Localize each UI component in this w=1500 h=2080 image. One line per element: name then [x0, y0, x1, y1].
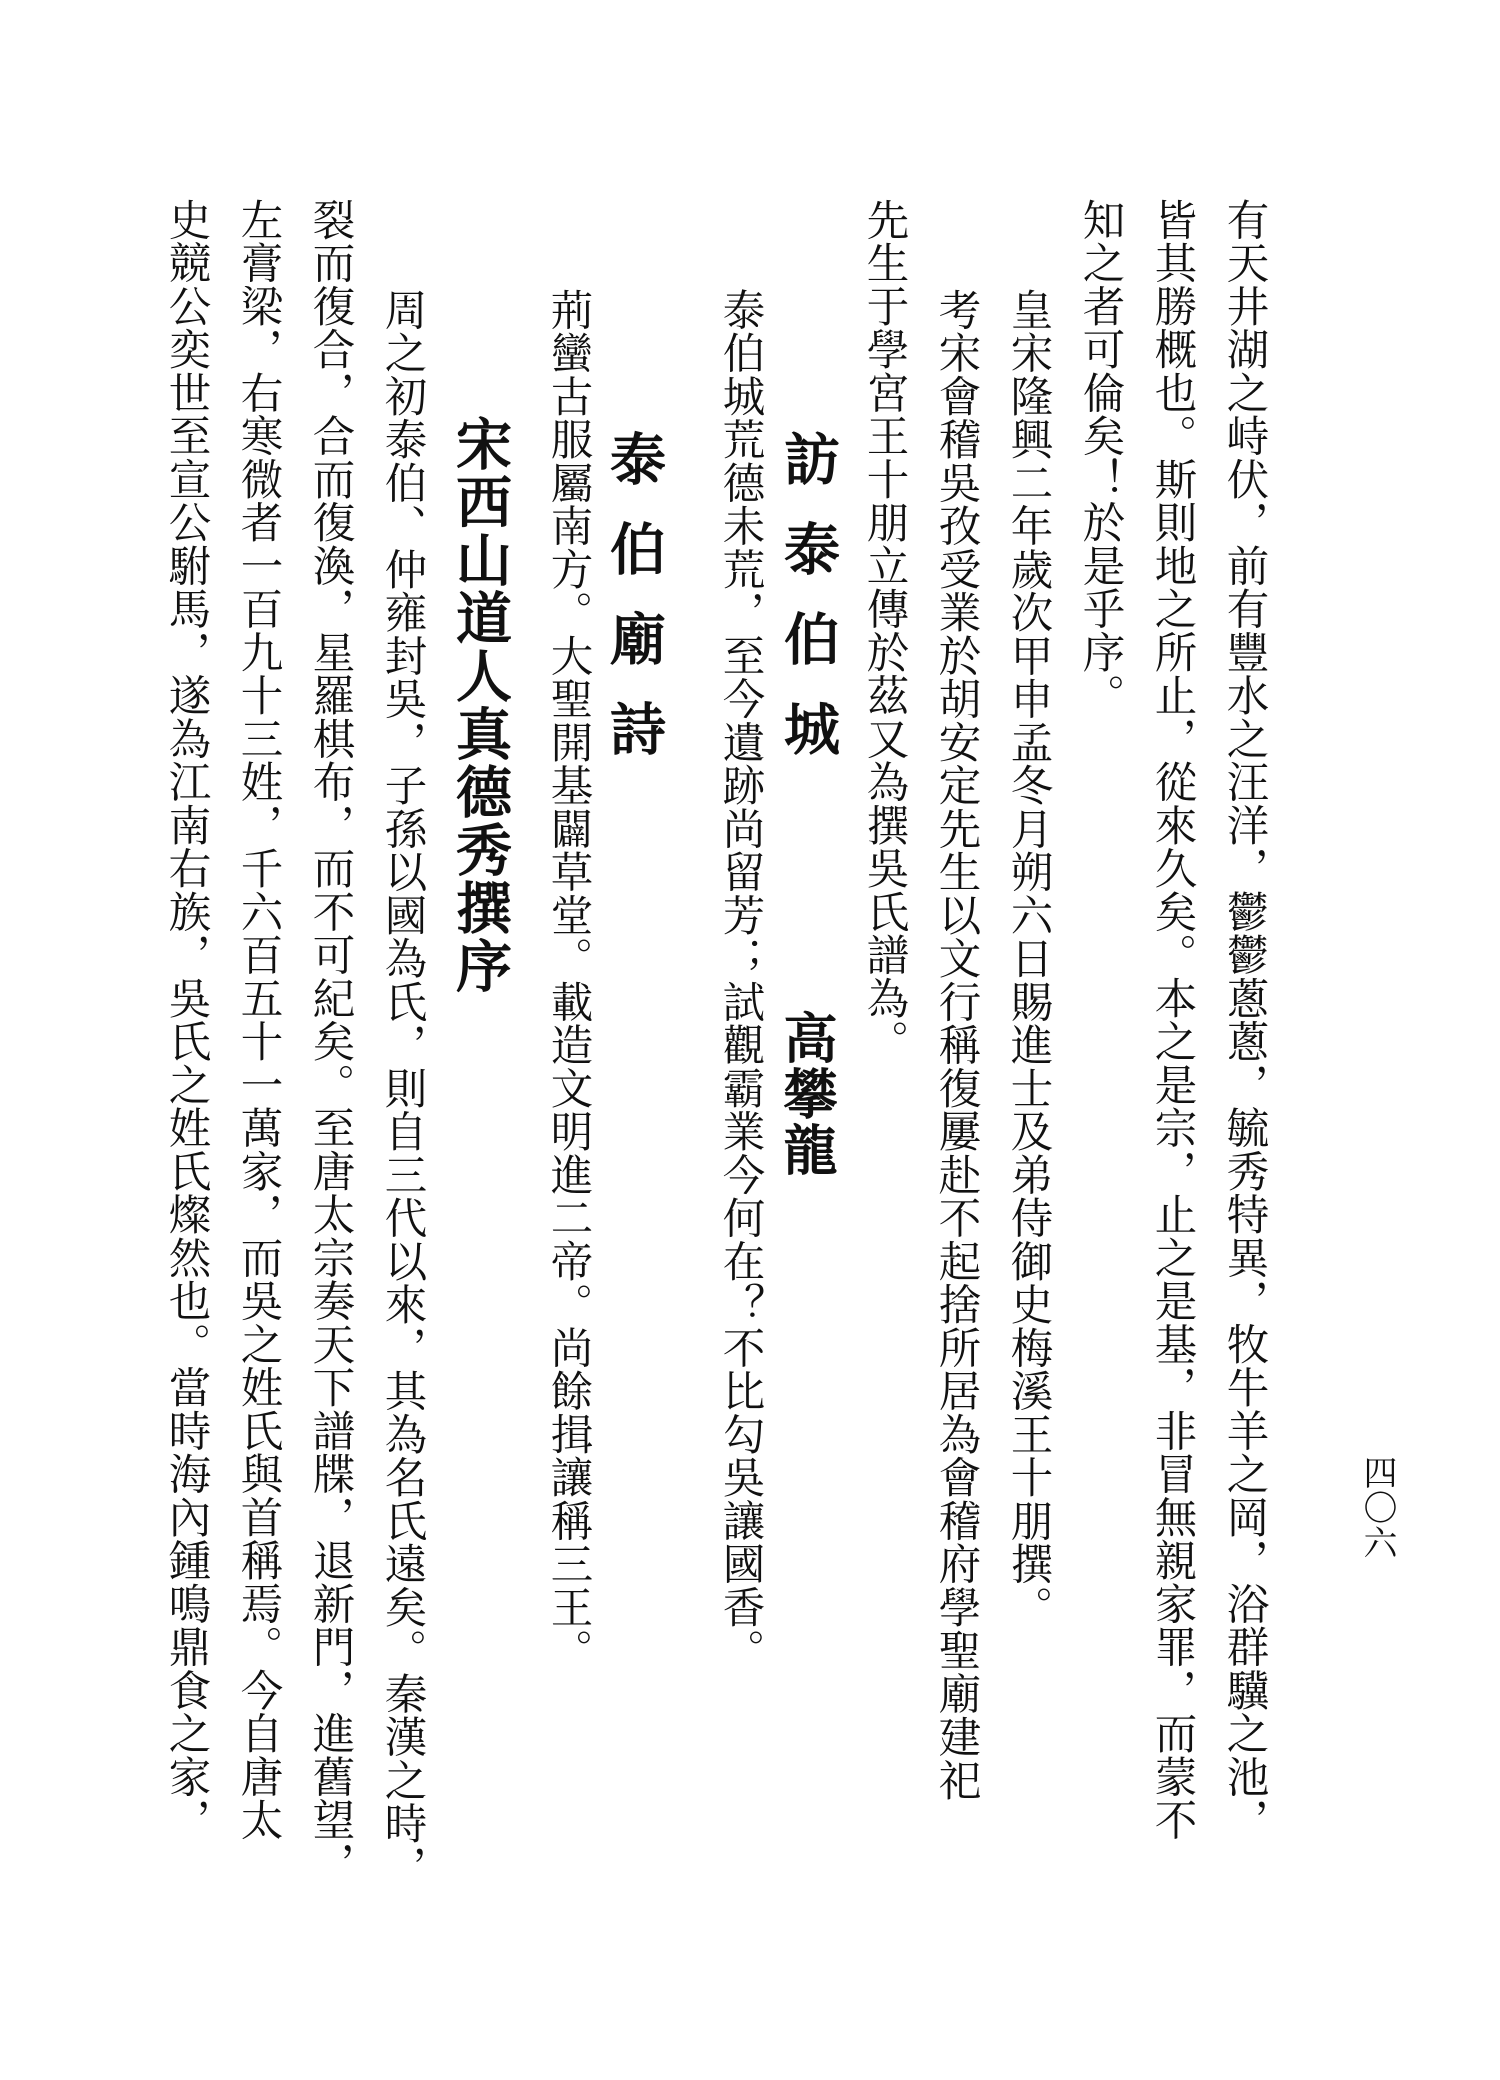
poem2-text: 荊蠻古服屬南方。大聖開基闢草堂。載造文明進二帝。尚餘揖讓稱三王。: [543, 288, 593, 1672]
intro-line: 皇宋隆興二年歲次甲申孟冬月朔六日賜進士及弟侍御史梅溪王十朋撰。: [1003, 288, 1053, 1629]
intro-line: 考宋會稽吳孜受業於胡安定先生以文行稱復屢赴不起捨所居為會稽府學聖廟建祀: [931, 288, 981, 1802]
preface-line: 左膏梁，右寒微者一百九十三姓，千六百五十一萬家，而吳之姓氏與首稱焉。今自唐太: [233, 198, 283, 1842]
intro-line: 皆其勝概也。斯則地之所止，從來久矣。本之是宗，止之是基，非冒無親家罪，而蒙不: [1147, 198, 1197, 1842]
intro-line: 先生于學宮王十朋立傳於茲又為撰吳氏譜為。: [859, 198, 909, 1063]
preface-line: 史競公奕世至宣公駙馬，遂為江南右族，吳氏之姓氏燦然也。當時海內鍾鳴鼎食之家，: [161, 198, 211, 1842]
intro-line: 知之者可倫矣！於是乎序。: [1075, 198, 1125, 717]
poem1-text: 泰伯城荒德未荒，至今遺跡尚留芳；試觀霸業今何在？不比勾吳讓國香。: [715, 288, 765, 1672]
preface-title: 宋西山道人真德秀撰序: [447, 415, 513, 995]
poem1-author: 高攀龍: [775, 1010, 839, 1178]
poem1-title: 訪泰伯城: [775, 430, 841, 790]
page-number: 四〇六: [1357, 1455, 1397, 1560]
preface-line: 裂而復合，合而復渙，星羅棋布，而不可紀矣。至唐太宗奏天下譜牒，退新門，進舊望，: [305, 198, 355, 1885]
preface-line: 周之初泰伯、仲雍封吳，子孫以國為氏，則自三代以來，其為名氏遠矣。秦漢之時，: [377, 288, 427, 1889]
poem2-title: 泰伯廟詩: [601, 430, 667, 790]
intro-line: 有天井湖之峙伏，前有豐水之汪洋，鬱鬱蔥蔥，毓秀特異，牧牛羊之岡，浴群驥之池，: [1219, 198, 1269, 1842]
